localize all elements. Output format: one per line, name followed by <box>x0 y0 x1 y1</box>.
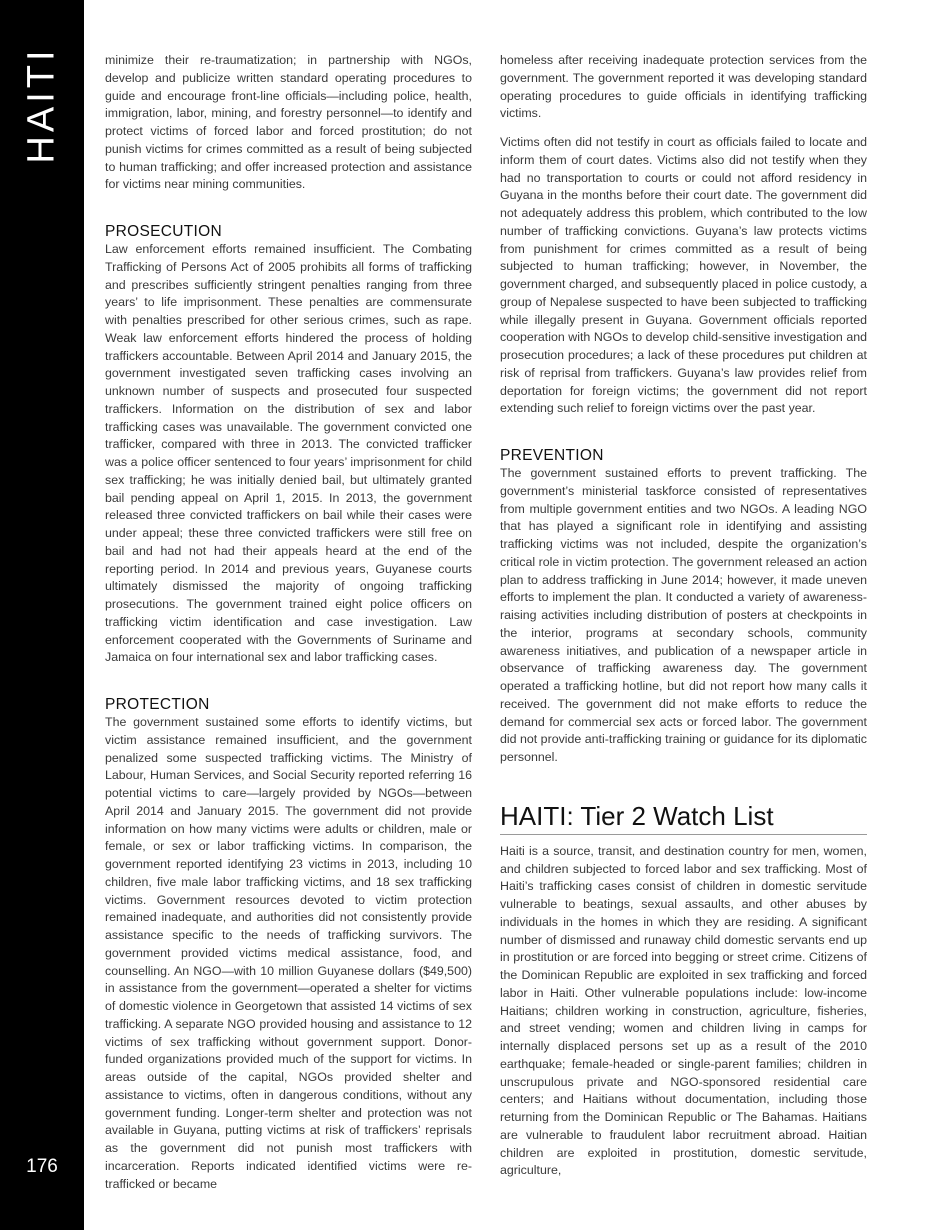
protection-continued-paragraph: homeless after receiving inadequate protection services from the government. The government reported it was developing standard operating procedures to guide officials in identifying trafficking victims. <box>500 53 867 121</box>
country-label: HAITI <box>20 46 63 164</box>
haiti-heading: HAITI: Tier 2 Watch List <box>500 800 867 835</box>
protection-heading: PROTECTION <box>105 696 210 713</box>
intro-paragraph: minimize their re-traumatization; in partnership with NGOs, develop and publicize written standard operating procedures to guide and encourage front-line officials—including police, health, immigration, labor, mining, and forestry personnel—to identify and protect victims of forced labor and forced prostitution; do not punish victims for crimes committed as a result of being subjected to human trafficking; and offer increased protection and assistance for victims near mining communities. <box>105 53 472 192</box>
haiti-intro-paragraph: Haiti is a source, transit, and destination country for men, women, and children subjected to forced labor and sex trafficking. Most of Haiti’s trafficking cases consist of children in domestic servitude vulnerable to beatings, sexual assaults, and other abuses by individuals in the homes in which they are residing. A significant number of dismissed and runaway child domestic servants end up in prostitution or are forced into begging or street crime. Citizens of the Dominican Republic are exploited in sex trafficking and forced labor in Haiti. Other vulnerable populations include: low-income Haitians; children working in construction, agriculture, fisheries, and street vending; women and children living in camps for internally displaced persons set up as a result of the 2010 earthquake; female-headed or single-parent families; children in unscrupulous private and NGO-sponsored residential care centers; and Haitians without documentation, including those returning from the Dominican Republic or The Bahamas. Haitians are vulnerable to fraudulent labor recruitment abroad. Haitian children are exploited in prostitution, domestic servitude, agriculture, <box>500 843 867 1178</box>
victims-testimony-paragraph: Victims often did not testify in court as officials failed to locate and inform them of court dates. Victims also did not testify when they had no transportation to courts or could not afford residency in Guyana in the months before their court date. The government did not adequately address this problem, which contributed to the low number of trafficking convictions. Guyana’s law protects victims from punishment for crimes committed as a result of being subjected to human trafficking; however, in November, the government charged, and subsequently placed in police custody, a group of Nepalese suspected to have been subjected to trafficking while illegally present in Guyana. Government officials reported cooperation with NGOs to develop child-sensitive investigation and prosecution procedures; a lack of these procedures put children at risk of reprisal from traffickers. Guyana’s law provides relief from deportation for foreign victims; the government did not report extending such relief to foreign victims over the past year. <box>500 135 867 416</box>
prosecution-heading: PROSECUTION <box>105 223 222 240</box>
prevention-paragraph: The government sustained efforts to prevent trafficking. The government’s ministerial taskforce consisted of representatives from multiple government entities and two NGOs. A leading NGO that has played a significant role in identifying and assisting trafficking victims was not included, despite the organization’s critical role in victim protection. The government released an action plan to address trafficking in June 2014; however, it made uneven efforts to implement the plan. It conducted a variety of awareness-raising activities including distribution of posters at checkpoints in the interior, programs at secondary schools, community awareness initiatives, and publication of a newspaper article in observance of trafficking awareness day. The government operated a trafficking hotline, but did not report how many calls it received. The government did not make efforts to reduce the demand for commercial sex acts or forced labor. The government did not provide anti-trafficking training or guidance for its diplomatic personnel. <box>500 466 867 764</box>
sidebar <box>0 0 84 1230</box>
protection-paragraph: The government sustained some efforts to identify victims, but victim assistance remained insufficient, and the government penalized some suspected trafficking victims. The Ministry of Labour, Human Services, and Social Security reported referring 16 potential victims to care—largely provided by NGOs—between April 2014 and January 2015. The government did not provide information on how many victims were adults or children, male or female, or sex or labor trafficking victims. In comparison, the government reported identifying 23 victims in 2013, including 10 children, five male labor trafficking victims, and 18 sex trafficking victims. Government resources devoted to victim protection remained inadequate, and authorities did not consistently provide assistance specific to the needs of trafficking survivors. The government provided victims medical assistance, food, and counselling. An NGO—with 10 million Guyanese dollars ($49,500) in assistance from the government—operated a shelter for victims of domestic violence in Georgetown that assisted 14 victims of sex trafficking. A separate NGO provided housing and assistance to 12 victims of sex trafficking without government support. Donor-funded organizations provided much of the support for victims. In areas outside of the capital, NGOs provided shelter and assistance to victims, often in dangerous conditions, without any government funding. Longer-term shelter and protection was not available in Guyana, putting victims at risk of traffickers’ reprisals as the government did not punish most traffickers with incarceration. Reports indicated identified victims were re-trafficked or became <box>105 715 472 1191</box>
prosecution-paragraph: Law enforcement efforts remained insufficient. The Combating Trafficking of Persons Act of 2005 prohibits all forms of trafficking and prescribes sufficiently stringent penalties ranging from three years’ to life imprisonment. These penalties are commensurate with penalties prescribed for other serious crimes, such as rape. Weak law enforcement efforts hindered the process of holding traffickers accountable. Between April 2014 and January 2015, the government investigated seven trafficking cases involving an unknown number of suspects and prosecuted four suspected traffickers. Information on the distribution of sex and labor trafficking cases was unavailable. The government convicted one trafficker, compared with three in 2013. The convicted trafficker was a police officer sentenced to four years’ imprisonment for child sex trafficking; he was initially denied bail, but ultimately granted bail pending appeal on April 1, 2015. In 2013, the government released three convicted traffickers on bail while their cases were under appeal; these three convicted traffickers were still free on bail and had not had their appeals heard at the end of the reporting period. In 2014 and previous years, Guyanese courts ultimately dismissed the majority of ongoing trafficking prosecutions. The government trained eight police officers on trafficking victim identification and case investigation. Law enforcement cooperated with the Governments of Suriname and Jamaica on four international sex and labor trafficking cases. <box>105 242 472 665</box>
page-number: 176 <box>26 1156 58 1177</box>
prevention-heading: PREVENTION <box>500 447 604 464</box>
right-column <box>500 52 867 1180</box>
left-column <box>105 52 472 1193</box>
